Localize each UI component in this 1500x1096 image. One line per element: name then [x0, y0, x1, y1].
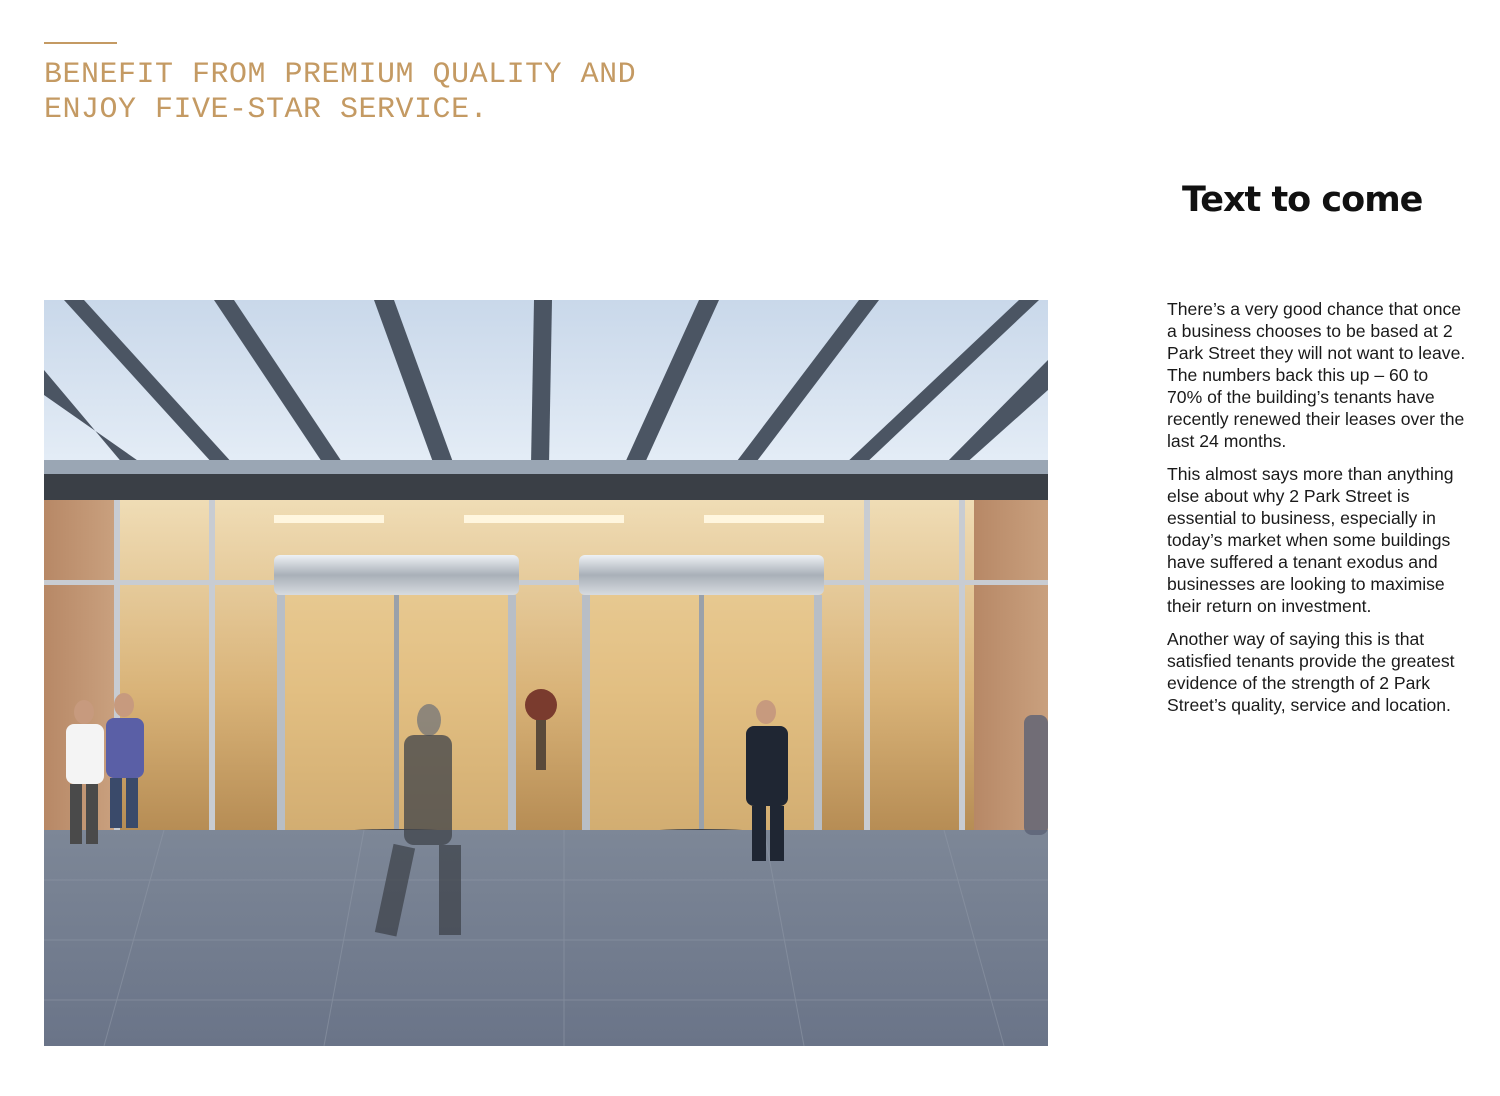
accent-rule: [44, 42, 117, 44]
section-heading: Text to come: [1182, 180, 1423, 220]
headline-line-2: ENJOY FIVE-STAR SERVICE.: [44, 93, 489, 127]
body-copy: [1167, 298, 1467, 727]
headline-line-1: BENEFIT FROM PREMIUM QUALITY AND: [44, 58, 637, 92]
body-paragraph-2: This almost says more than anything else about why 2 Park Street is essential to business, especially in today’s market when some buildings have suffered a tenant exodus and businesses are looking to maximise their return on investment.: [1167, 464, 1454, 616]
entrance-photo: [44, 300, 1048, 1046]
body-paragraph-3: Another way of saying this is that satisfied tenants provide the greatest evidence of the strength of 2 Park Street’s quality, service and location.: [1167, 629, 1455, 715]
page-headline: [44, 58, 636, 128]
body-paragraph-1: There’s a very good chance that once a business chooses to be based at 2 Park Street they will not want to leave. The numbers back this up – 60 to 70% of the building’s tenants have recently renewed their leases over the last 24 months.: [1167, 299, 1466, 451]
